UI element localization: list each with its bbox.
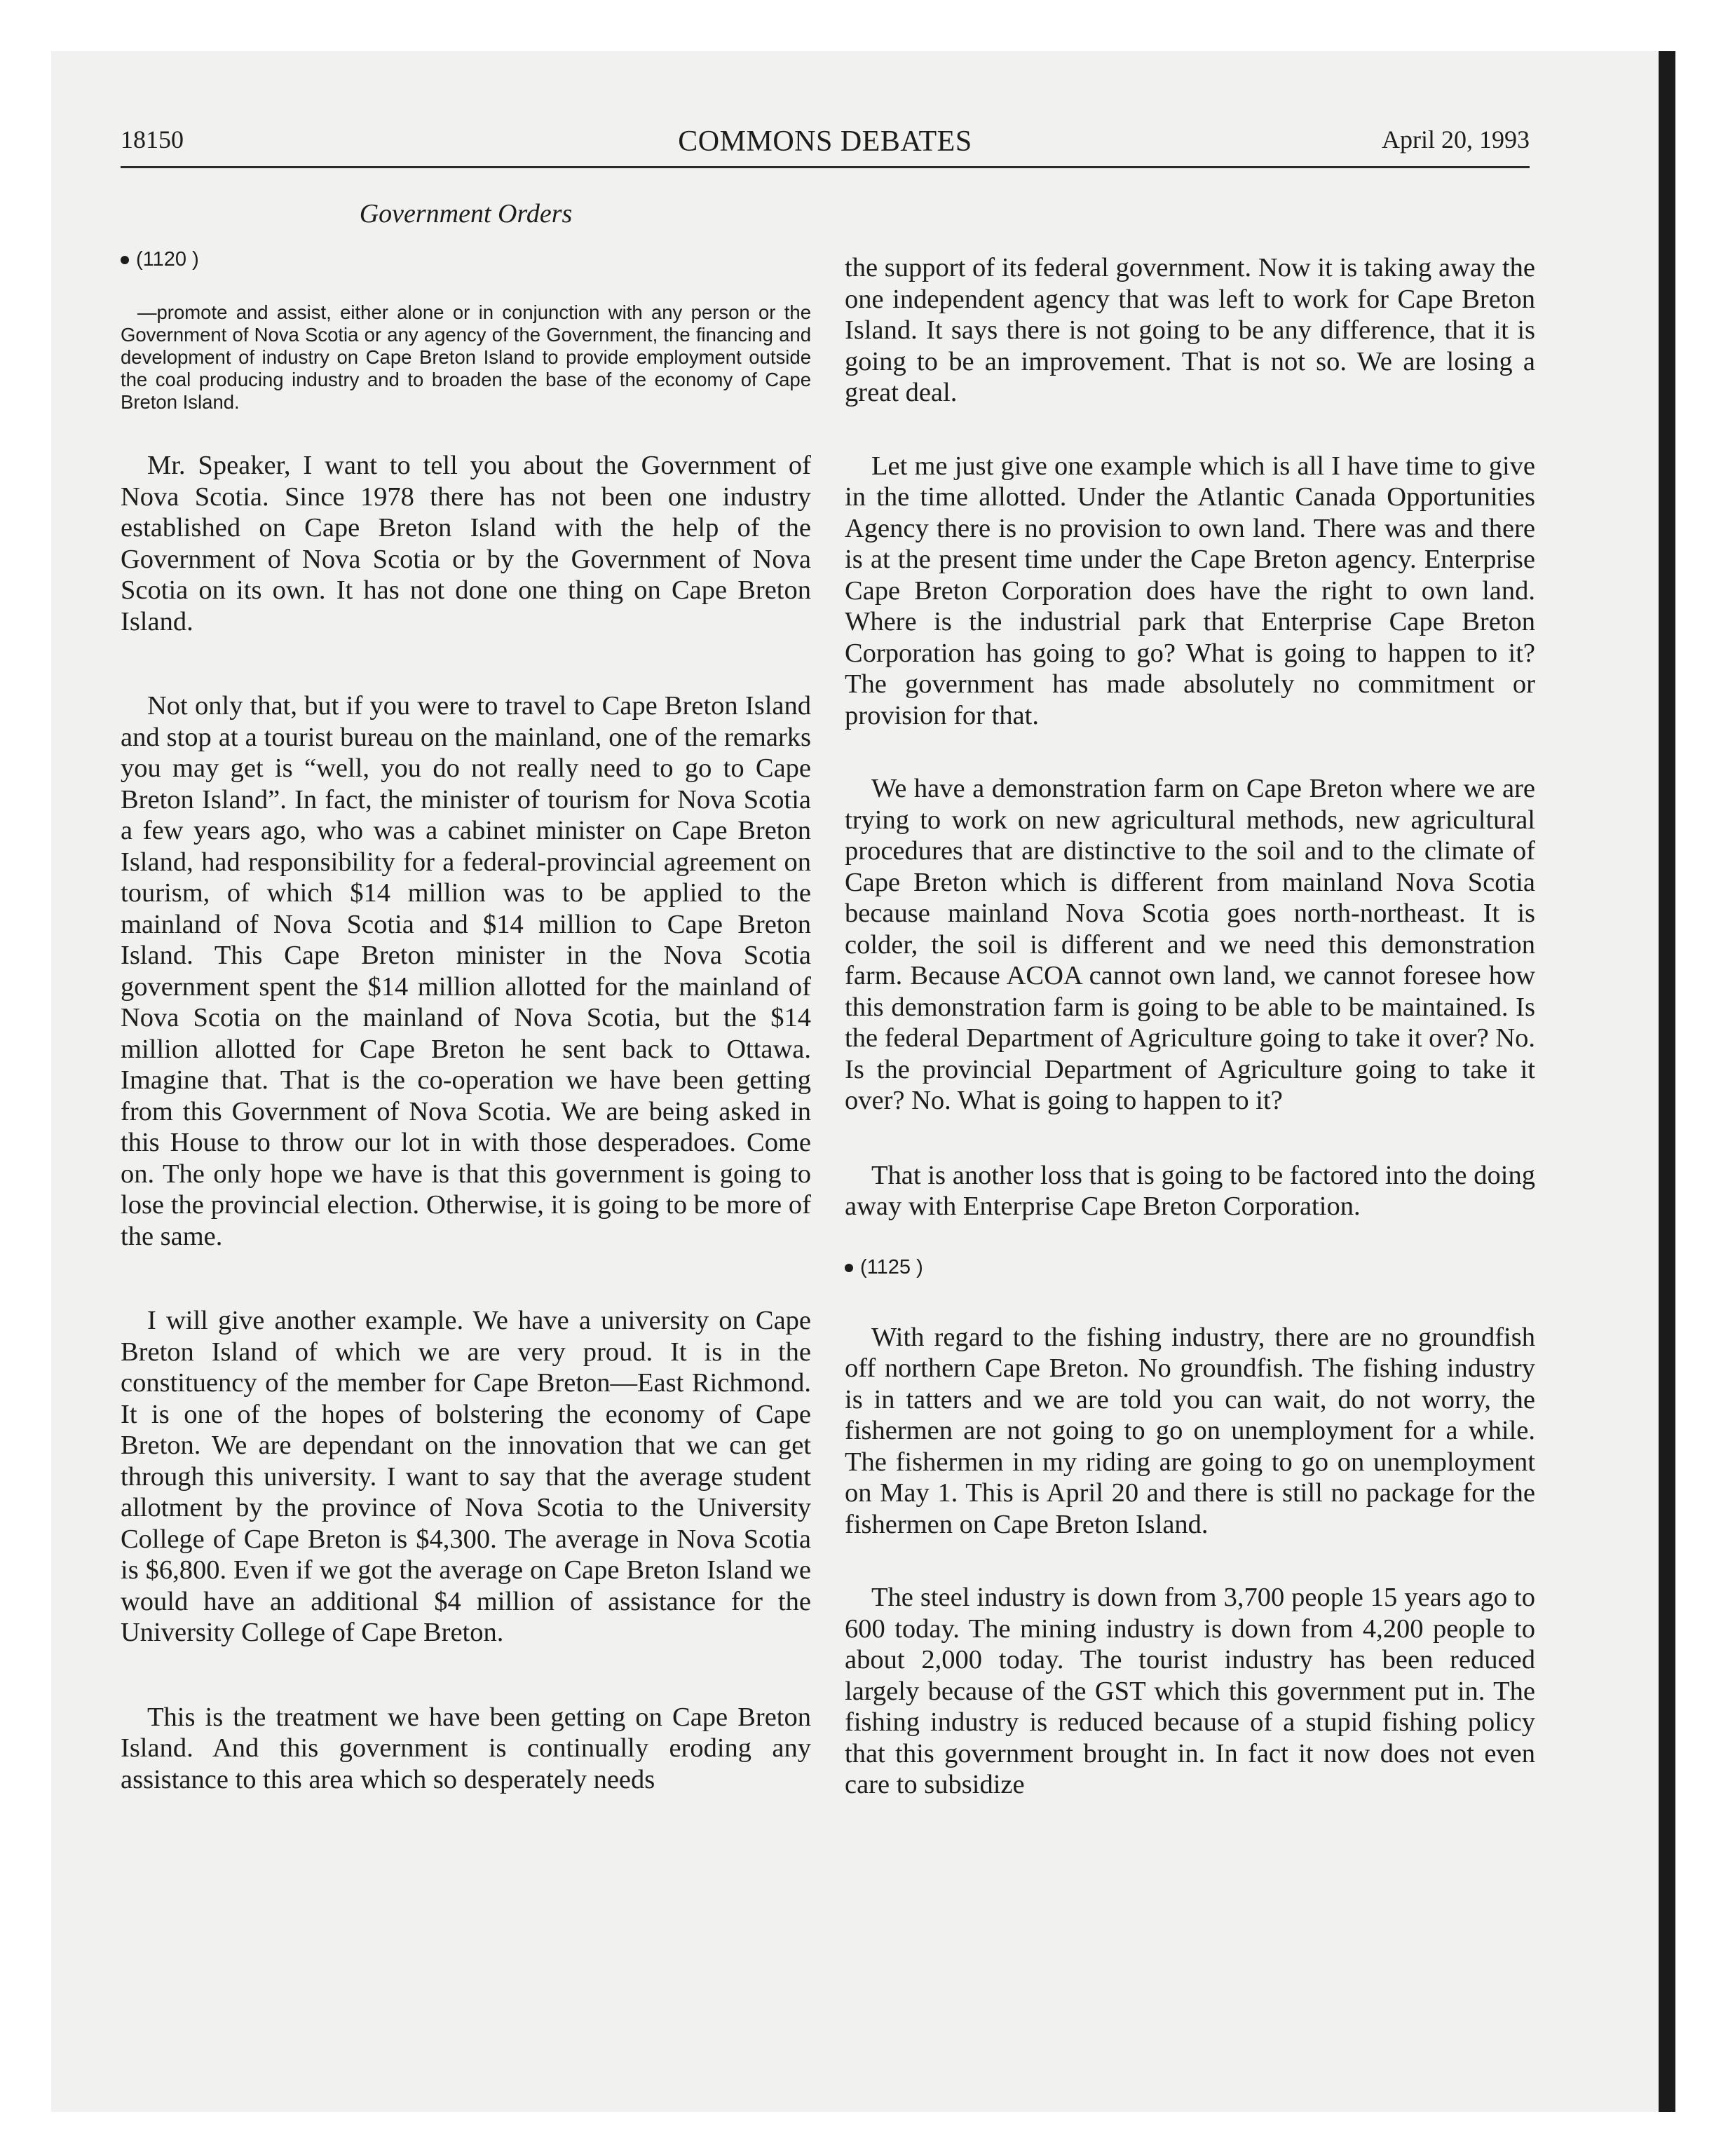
left-column [121, 247, 811, 1795]
bullet-icon [845, 1264, 853, 1272]
paragraph: That is another loss that is going to be factored into the doing away with Enterprise Cape Breton Corporation. [845, 1160, 1535, 1221]
paragraph: This is the treatment we have been getting on Cape Breton Island. And this government is continually eroding any assistance to this area which so desperately needs [121, 1702, 811, 1794]
time-stamp [121, 247, 811, 272]
paragraph: Mr. Speaker, I want to tell you about the Government of Nova Scotia. Since 1978 there has not been one industry established on Cape Breton Island with the help of the Government of Nova Scotia or by the Government of Nova Scotia on its own. It has not done one thing on Cape Breton Island. [121, 451, 811, 636]
bullet-icon [121, 256, 129, 264]
running-head [121, 125, 1530, 167]
paragraph: The steel industry is down from 3,700 people 15 years ago to 600 today. The mining industry is down from 4,200 people to about 2,000 today. The tourist industry has been reduced largely because of the GST which this government put in. The fishing industry is reduced because of a stupid fishing policy that this government brought in. In fact it now does not even care to subsidize [845, 1583, 1535, 1799]
paragraph: With regard to the fishing industry, there are no groundfish off northern Cape Breton. No groundfish. The fishing industry is in tatters and we are told you can wait, do not worry, the fishermen are not going to go on unemployment for a while. The fishermen in my riding are going to go on unemployment on May 1. This is April 20 and there is still no package for the fishermen on Cape Breton Island. [845, 1322, 1535, 1539]
paragraph: the support of its federal government. Now it is taking away the one independent agency that was left to work for Cape Breton Island. It says there is not going to be any difference, that it is going to be an improvement. That is not so. We are losing a great deal. [845, 253, 1535, 407]
header-rule [121, 166, 1530, 168]
page-number: 18150 [121, 125, 184, 153]
time-stamp-text: (1125 ) [860, 1255, 923, 1278]
paragraph: I will give another example. We have a university on Cape Breton Island of which we are very proud. It is in the constituency of the member for Cape Breton—East Richmond. It is one of the hopes of bolstering the economy of Cape Breton. We are dependant on the innovation that we can get through this university. I want to say that the average student allotment by the province of Nova Scotia to the University College of Cape Breton is $4,300. The average in Nova Scotia is $6,800. Even if we got the average on Cape Breton Island we would have an additional $4 million of assistance for the University College of Cape Breton. [121, 1306, 811, 1647]
right-column [845, 252, 1535, 1801]
publication-title: COMMONS DEBATES [678, 125, 972, 158]
block-quote-text: —promote and assist, either alone or in conjunction with any person or the Government of Nova Scotia or any agency of the Government, the financing and development of industry on Cape Breton Island to provide employment outside the coal producing industry and to broaden the base of the economy of Cape Breton Island. [121, 301, 811, 413]
block-quote [121, 301, 811, 414]
paragraph: Let me just give one example which is all I have time to give in the time allotted. Under the Atlantic Canada Opportunities Agency there is no provision to own land. There was and there is at the present time under the Cape Breton agency. Enterprise Cape Breton Corporation does have the right to own land. Where is the industrial park that Enterprise Cape Breton Corporation has going to go? What is going to happen to it? The government has made absolutely no commitment or provision for that. [845, 451, 1535, 730]
paragraph: Not only that, but if you were to travel to Cape Breton Island and stop at a tourist bureau on the mainland, one of the remarks you may get is “well, you do not really need to go to Cape Breton Island”. In fact, the minister of tourism for Nova Scotia a few years ago, who was a cabinet minister on Cape Breton Island, had responsibility for a federal-provincial agreement on tourism, of which $14 million was to be applied to the mainland of Nova Scotia and $14 million to Cape Breton Island. This Cape Breton minister in the Nova Scotia government spent the $14 million allotted for the mainland of Nova Scotia on the mainland of Nova Scotia, but the $14 million allotted for Cape Breton he sent back to Ottawa. Imagine that. That is the co-operation we have been getting from this Government of Nova Scotia. We are being asked in this House to throw our lot in with those desperadoes. Come on. The only hope we have is that this government is going to lose the provincial election. Otherwise, it is going to be more of the same. [121, 691, 811, 1251]
time-stamp [845, 1255, 1535, 1280]
time-stamp-text: (1120 ) [136, 248, 199, 271]
header-date: April 20, 1993 [1382, 125, 1530, 153]
scan-edge-shadow [1659, 51, 1675, 2112]
section-label: Government Orders [359, 199, 573, 228]
paragraph: We have a demonstration farm on Cape Breton where we are trying to work on new agricultural methods, new agricultural procedures that are distinctive to the soil and to the climate of Cape Breton which is different from mainland Nova Scotia because mainland Nova Scotia goes north-northeast. It is colder, the soil is different and we need this demonstration farm. Because ACOA cannot own land, we cannot foresee how this demonstration farm is going to be able to be maintained. Is the federal Department of Agriculture going to take it over? No. Is the provincial Department of Agriculture going to take it over? No. What is going to happen to it? [845, 774, 1535, 1115]
